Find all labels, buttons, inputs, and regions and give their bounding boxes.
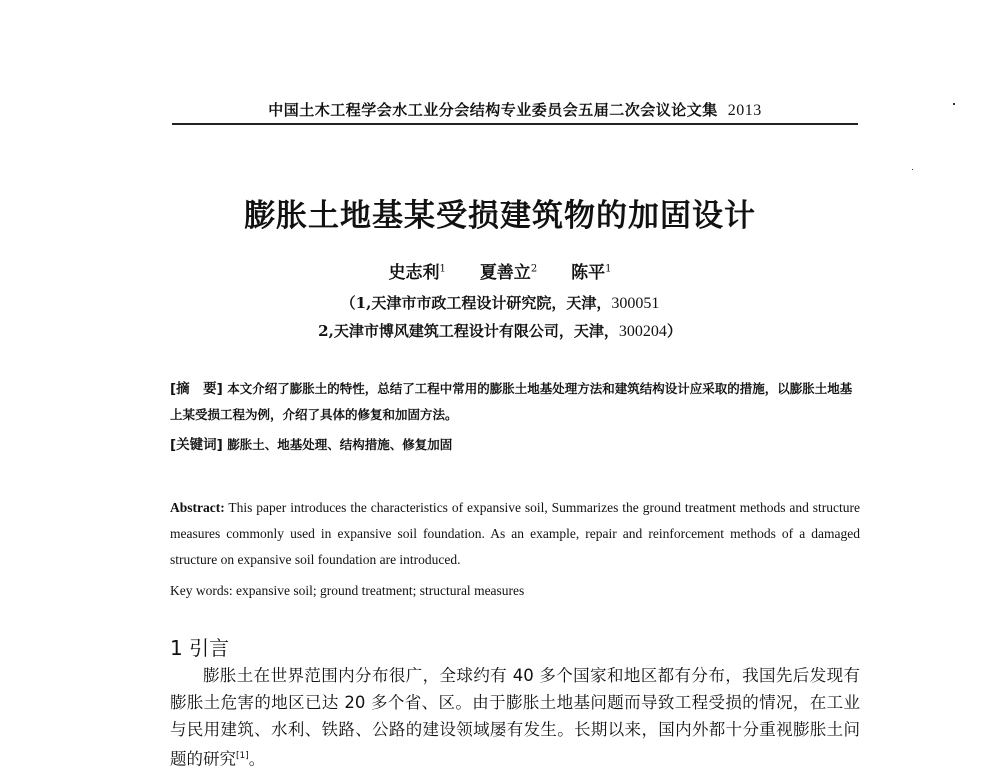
author: 陈平$^1$ [571,263,612,283]
author: 夏善立$^2$ [479,263,538,283]
running-header [172,99,858,120]
author: 史志利$^1$ [388,263,446,283]
paper-title: 膨胀土地基某受损建筑物的加固设计 [244,198,756,234]
abstract-en-label: Abstract: [170,500,225,515]
abstract-cn-label: [摘 要] [170,381,223,397]
abstract-en [170,495,860,573]
abstract-en-text: This paper introduces the characteristics of expansive soil, Summarizes the ground treatment methods and structure measures commonly used in expansive soil foundation. As an example, repair and reinforcement methods of a damaged structure on expansive soil foundation are introduced. [170,500,860,567]
abstract-cn [170,376,860,428]
keywords-cn-label: [关键词] [170,437,223,453]
scan-speck [953,103,955,105]
running-header-text: 中国土木工程学会水工业分会结构专业委员会五届二次会议论文集 [268,101,718,119]
paragraph: 膨胀土在世界范围内分布很广，全球约有 40 多个国家和地区都有分布，我国先后发现有膨胀土危害的地区已达 20 多个省、区。由于膨胀土地基问题而导致工程受损的情况，在工业与民用建筑、水利、铁路、公路的建设领域屡有发生。长期以来，国内外都十分重视膨胀土问题的研究[1]。 [170,666,860,769]
affiliation-1: （1,天津市市政工程设计研究院，天津，300051 [340,294,660,312]
section-heading: 1 引言 [170,636,230,660]
citation: [1] [236,751,249,761]
author-list [0,258,1000,283]
scan-speck [912,169,913,170]
keywords-en-label: Key words: [170,583,233,598]
keywords-en [170,578,860,604]
affiliation-2: 2,天津市博风建筑工程设计有限公司，天津，300204） [318,322,682,340]
section-body [170,662,860,773]
keywords-cn-text: 膨胀土、地基处理、结构措施、修复加固 [227,437,453,452]
keywords-cn [170,432,860,458]
abstract-cn-text: 本文介绍了膨胀土的特性，总结了工程中常用的膨胀土地基处理方法和建筑结构设计应采取的措施，以膨胀土地基上某受损工程为例，介绍了具体的修复和加固方法。 [170,381,853,422]
running-header-year: 2013 [727,102,762,119]
header-rule [172,123,858,125]
keywords-en-text: expansive soil; ground treatment; structural measures [236,583,525,598]
